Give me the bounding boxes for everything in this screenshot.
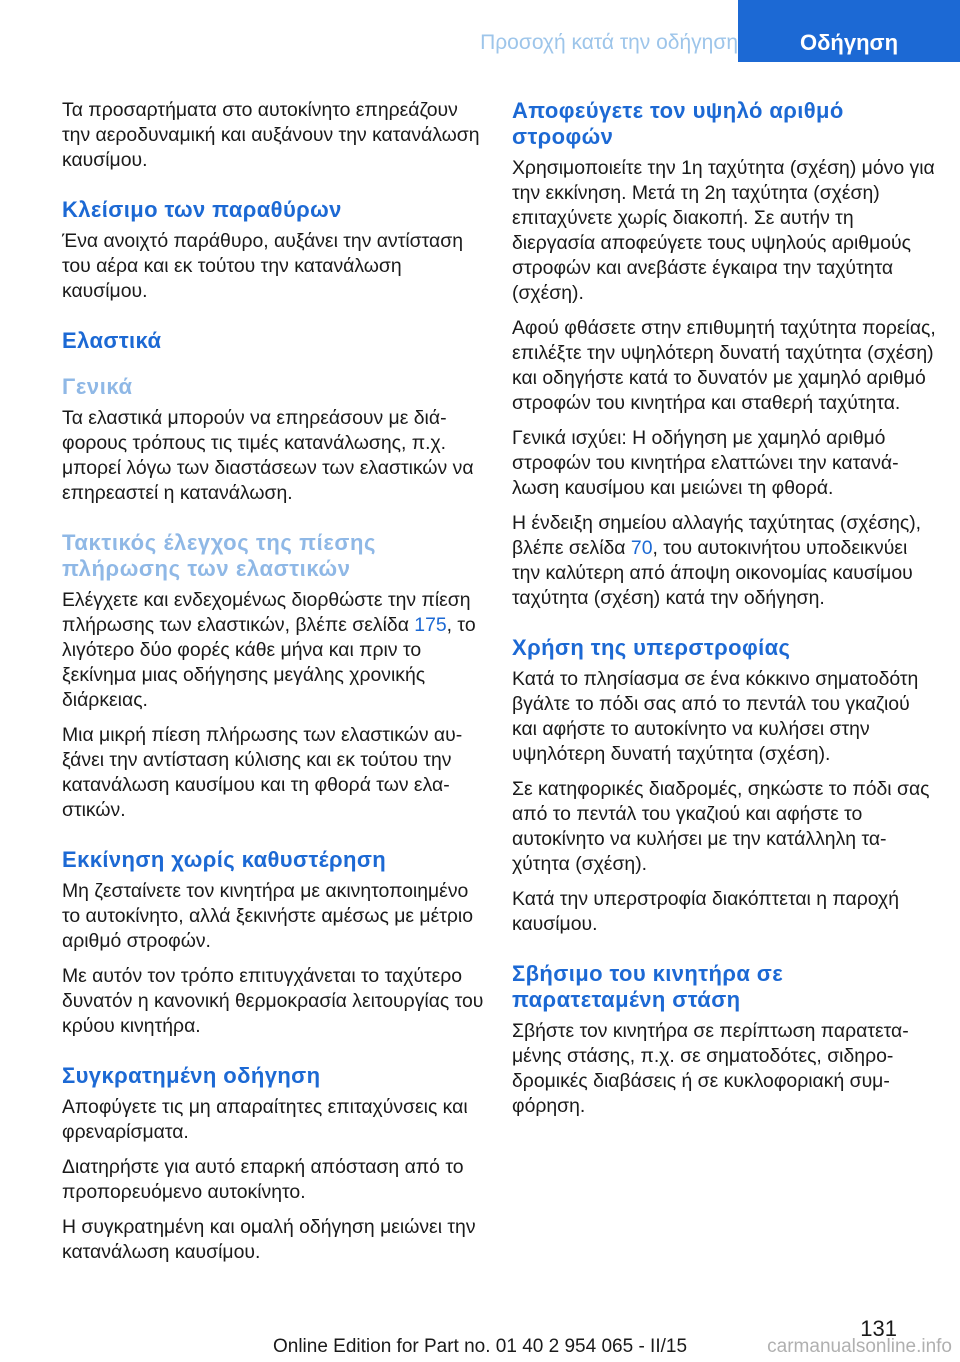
- tires-heading: Ελαστικά: [62, 328, 162, 353]
- watermark-text: carmanualsonline.info: [767, 1336, 952, 1357]
- page-number: 131: [860, 1316, 897, 1341]
- smooth-paragraph-2: Διατηρήστε για αυτό επαρκή απόσταση από το προπορευόμενο αυτοκίνητο.: [62, 1156, 464, 1203]
- pressure-subheading: Τακτικός έλεγχος της πίεσης πλήρωσης των ελαστικών: [62, 530, 377, 581]
- page-link-70[interactable]: 70: [630, 537, 653, 559]
- general-paragraph: Τα ελαστικά μπορούν να επηρεάσουν με διάφορους τρόπους τις τιμές κατανάλωσης, π.χ. μπορεί λόγω των διαστάσεων των ελαστικών να επηρεαστεί η κατανάλωση.: [62, 407, 474, 504]
- stop-paragraph: Σβήστε τον κινητήρα σε περίπτωση παρατεταμένης στάσης, π.χ. σε σηματοδότες, σιδηροδρομικές διαβάσεις ή σε κυκλοφοριακή συμφόρηση.: [512, 1020, 909, 1117]
- right-column: [512, 98, 937, 1129]
- left-column: [62, 98, 487, 1275]
- smooth-heading: Συγκρατημένη οδήγηση: [62, 1063, 321, 1088]
- general-subheading: Γενικά: [62, 374, 133, 399]
- coast-paragraph-1: Κατά το πλησίασμα σε ένα κόκκινο σηματοδότη βγάλτε το πόδι σας από το πεντάλ του γκαζιού και αφήστε το αυτοκίνητο να κυλήσει στην υψηλότερη δυνατή ταχύτητα (σχέση).: [512, 668, 919, 765]
- chapter-tab: Οδήγηση: [738, 0, 960, 62]
- pressure-text-b: , το λιγότερο δύο φορές κάθε μήνα και πριν το ξεκίνημα μιας οδήγησης μεγάλης χρονικής διάρκειας.: [62, 614, 476, 711]
- windows-paragraph: Ένα ανοιχτό παράθυρο, αυξάνει την αντίσταση του αέρα και εκ τούτου την κατανάλωση καυσίμου.: [62, 230, 463, 302]
- smooth-paragraph-3: Η συγκρατημένη και ομαλή οδήγηση μειώνει την κατανάλωση καυσίμου.: [62, 1216, 476, 1263]
- section-title: Προσοχή κατά την οδήγηση: [480, 31, 738, 54]
- pressure-paragraph: [62, 588, 487, 713]
- stop-heading: Σβήσιμο του κινητήρα σε παρατεταμένη στάση: [512, 961, 784, 1012]
- start-paragraph-2: Με αυτόν τον τρόπο επιτυγχάνεται το ταχύτερο δυνατόν η κανονική θερμοκρασία λειτουργίας του κρύου κινητήρα.: [62, 965, 484, 1037]
- rpm-paragraph-4: [512, 511, 937, 611]
- coast-heading: Χρήση της υπερστροφίας: [512, 635, 791, 660]
- smooth-paragraph-1: Αποφύγετε τις μη απαραίτητες επιταχύνσεις και φρεναρίσματα.: [62, 1096, 468, 1143]
- page-link-175[interactable]: 175: [414, 614, 447, 636]
- intro-paragraph: Τα προσαρτήματα στο αυτοκίνητο επηρεάζουν την αεροδυναμική και αυξάνουν την κατανάλωση καυσίμου.: [62, 99, 480, 171]
- coast-paragraph-3: Κατά την υπερστροφία διακόπτεται η παροχή καυσίμου.: [512, 888, 899, 935]
- start-paragraph-1: Μη ζεσταίνετε τον κινητήρα με ακινητοποιημένο το αυτοκίνητο, αλλά ξεκινήστε αμέσως με μέτριο αριθμό στροφών.: [62, 880, 474, 952]
- rpm-paragraph-3: Γενικά ισχύει: Η οδήγηση με χαμηλό αριθμό στροφών του κινητήρα ελαττώνει την κατανάλωση καυσίμου και μειώνει τη φθορά.: [512, 427, 899, 499]
- windows-heading: Κλείσιμο των παραθύρων: [62, 197, 342, 222]
- rpm-text-a: Η ένδειξη σημείου αλλαγής ταχύτητας (σχέσης), βλέπε σελίδα: [512, 512, 922, 559]
- rpm-text-b: , του αυτοκινήτου υποδεικνύει την καλύτερη από άποψη οικονομίας καυσίμου ταχύτητα (σχέση) κατά την οδήγηση.: [512, 537, 913, 609]
- rpm-paragraph-1: Χρησιμοποιείτε την 1η ταχύτητα (σχέση) μόνο για την εκκίνηση. Μετά τη 2η ταχύτητα (σχέση) επιταχύνετε χωρίς διακοπή. Σε αυτήν τη διεργασία αποφεύγετε τους υψηλούς αριθμούς στροφών και ανεβάστε έγκαιρα την ταχύτητα (σχέση).: [512, 157, 935, 304]
- pressure-paragraph-2: Μια μικρή πίεση πλήρωσης των ελαστικών αυξάνει την αντίσταση κύλισης και εκ τούτου την κατανάλωση καυσίμου και τη φθορά των ελαστικών.: [62, 724, 463, 821]
- page-header: [0, 0, 960, 62]
- pressure-text-a: Ελέγχετε και ενδεχομένως διορθώστε την πίεση πλήρωσης των ελαστικών, βλέπε σελίδα: [62, 589, 471, 636]
- edition-line: Online Edition for Part no. 01 40 2 954 065 - II/15: [272, 1336, 688, 1357]
- rpm-heading: Αποφεύγετε τον υψηλό αριθμό στροφών: [512, 98, 844, 149]
- start-heading: Εκκίνηση χωρίς καθυστέρηση: [62, 847, 387, 872]
- rpm-paragraph-2: Αφού φθάσετε στην επιθυμητή ταχύτητα πορείας, επιλέξτε την υψηλότερη δυνατή ταχύτητα (σχέση) και οδηγήστε κατά το δυνατόν με χαμηλό αριθμό στροφών του κινητήρα και σταθερή ταχύτητα.: [512, 317, 936, 414]
- coast-paragraph-2: Σε κατηφορικές διαδρομές, σηκώστε το πόδι σας από το πεντάλ του γκαζιού και αφήστε το αυτοκίνητο να κυλήσει με την κατάλληλη ταχύτητα (σχέση).: [512, 778, 930, 875]
